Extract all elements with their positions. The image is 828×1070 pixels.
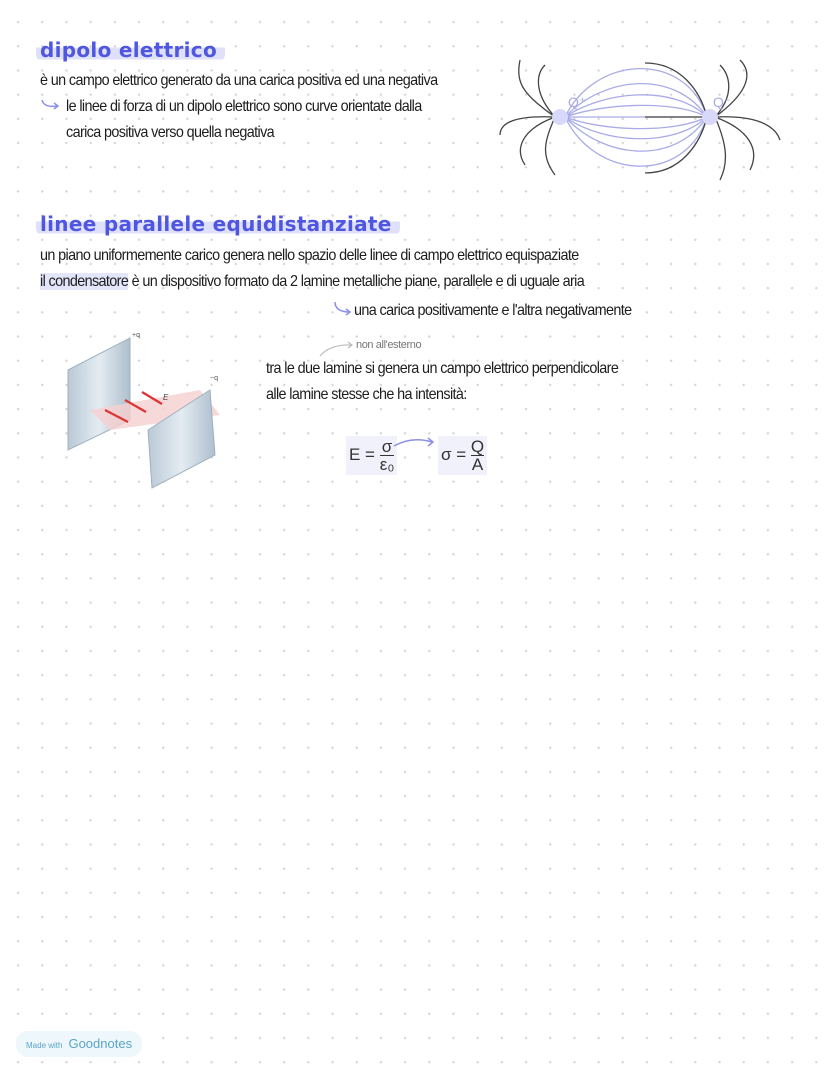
formula-sigma [438,436,487,475]
formula-numerator: Q [470,437,485,456]
text-line: una carica positivamente e l'altra negativamente [354,302,632,319]
note-arrow-icon [318,340,358,360]
highlight-condensatore: il condensatore [40,273,129,290]
text-line: un piano uniformemente carico genera nello spazio delle linee di campo elettrico equispaziate [40,247,579,264]
text-line: alle lamine stesse che ha intensità: [266,386,467,403]
formula-e [346,436,397,475]
made-with-label: Made with [26,1041,63,1050]
capacitor-image [60,330,230,495]
text-line [40,273,584,291]
link-arrow-icon [392,436,438,452]
dipole-diagram [495,55,795,185]
arrow-icon [332,300,354,318]
arrow-icon [40,98,62,112]
formula-lhs: σ = [441,444,467,464]
text-line: le linee di forza di un dipolo elettrico sono curve orientate dalla [66,98,422,115]
text-line: carica positiva verso quella negativa [66,124,275,141]
formula-denominator: ε₀ [379,455,395,474]
formula-numerator: σ [380,438,395,456]
goodnotes-badge [16,1031,142,1057]
minus-charge-label: −q [210,375,218,382]
plus-charge-label: +q [132,332,140,339]
charge-positive-label: Q⁺ [568,94,587,110]
formula-denominator: A [471,455,484,474]
formula-lhs: E = [349,444,375,464]
text-line: è un campo elettrico generato da una carica positiva ed una negativa [40,72,438,89]
note-text: non all'esterno [356,339,422,351]
brand-label: Goodnotes [68,1036,133,1051]
text-line: tra le due lamine si genera un campo elettrico perpendicolare [266,360,619,377]
field-label: E [163,393,169,402]
text-rest: è un dispositivo formato da 2 lamine metalliche piane, parallele e di uguale aria [128,273,585,290]
charge-negative-label: Q⁻ [713,94,732,110]
section-title-linee: linee parallele equidistanziate [36,212,400,236]
section-title-dipolo: dipolo elettrico [36,38,225,62]
